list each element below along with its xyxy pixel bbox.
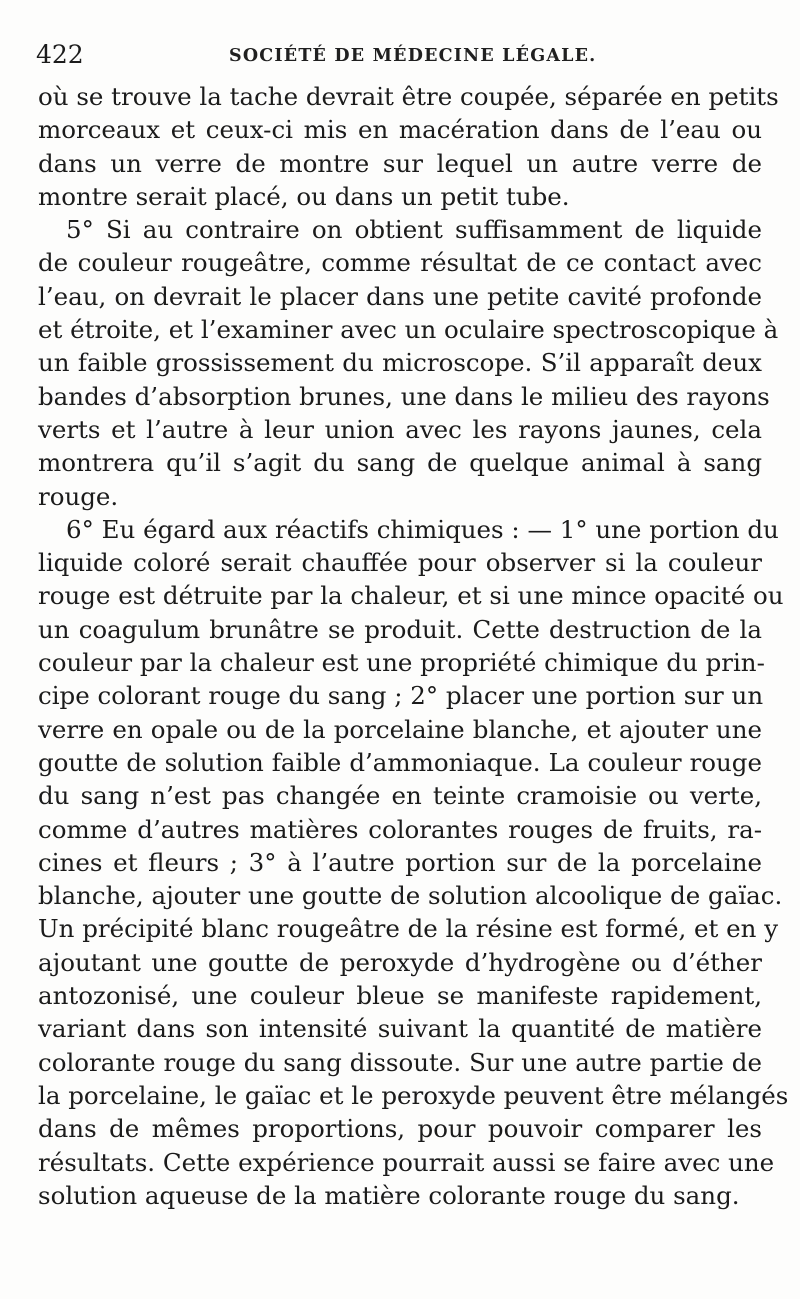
text-line: Un précipité blanc rougeâtre de la résine est formé, et en y (38, 914, 779, 944)
text-line: rouge. (38, 481, 119, 511)
text-line: morceaux et ceux-ci mis en macération dans de l’eau ou (38, 115, 762, 145)
text-line: du sang n’est pas changée en teinte cramoisie ou verte, (38, 781, 762, 811)
text-line: blanche, ajouter une goutte de solution alcoolique de gaïac. (38, 881, 783, 911)
text-line: solution aqueuse de la matière colorante rouge du sang. (38, 1180, 740, 1210)
text-line: comme d’autres matières colorantes rouges de fruits, ra- (38, 814, 762, 844)
text-line: goutte de solution faible d’ammoniaque. La couleur rouge (38, 747, 762, 777)
text-line: antozonisé, une couleur bleue se manifeste rapidement, (38, 981, 762, 1011)
text-line: liquide coloré serait chauffée pour observer si la couleur (38, 548, 762, 578)
text-line: 6° Eu égard aux réactifs chimiques : — 1° une portion du (66, 514, 779, 544)
text-line: de couleur rougeâtre, comme résultat de ce contact avec (38, 248, 762, 278)
text-line: rouge est détruite par la chaleur, et si une mince opacité ou (38, 581, 784, 611)
text-line: montrera qu’il s’agit du sang de quelque animal à sang (38, 448, 762, 478)
text-line: la porcelaine, le gaïac et le peroxyde peuvent être mélangés (38, 1080, 789, 1110)
text-line: dans un verre de montre sur lequel un autre verre de (38, 148, 762, 178)
text-line: l’eau, on devrait le placer dans une petite cavité profonde (38, 281, 762, 311)
text-line: où se trouve la tache devrait être coupée, séparée en petits (38, 82, 779, 111)
running-header (36, 38, 766, 72)
page-number: 422 (36, 40, 84, 69)
text-line: cipe colorant rouge du sang ; 2° placer une portion sur un (38, 681, 764, 711)
body-text (38, 80, 789, 1212)
text-line: couleur par la chaleur est une propriété chimique du prin- (38, 648, 765, 678)
text-line: et étroite, et l’examiner avec un oculaire spectroscopique à (38, 315, 779, 345)
text-line: colorante rouge du sang dissoute. Sur une autre partie de (38, 1047, 762, 1077)
text-line: un coagulum brunâtre se produit. Cette destruction de la (38, 614, 762, 644)
text-line: bandes d’absorption brunes, une dans le milieu des rayons (38, 381, 770, 411)
text-line: montre serait placé, ou dans un petit tube. (38, 181, 570, 211)
text-line: verts et l’autre à leur union avec les rayons jaunes, cela (38, 414, 762, 444)
text-line: 5° Si au contraire on obtient suffisamment de liquide (66, 215, 762, 245)
text-line: résultats. Cette expérience pourrait aussi se faire avec une (38, 1147, 775, 1177)
text-line: dans de mêmes proportions, pour pouvoir comparer les (38, 1114, 762, 1144)
running-title: SOCIÉTÉ DE MÉDECINE LÉGALE. (229, 46, 597, 66)
text-line: cines et fleurs ; 3° à l’autre portion sur de la porcelaine (38, 847, 762, 877)
text-line: un faible grossissement du microscope. S’il apparaît deux (38, 348, 762, 378)
text-line: variant dans son intensité suivant la quantité de matière (38, 1014, 762, 1044)
text-line: ajoutant une goutte de peroxyde d’hydrogène ou d’éther (38, 947, 762, 977)
text-line: verre en opale ou de la porcelaine blanche, et ajouter une (38, 714, 762, 744)
